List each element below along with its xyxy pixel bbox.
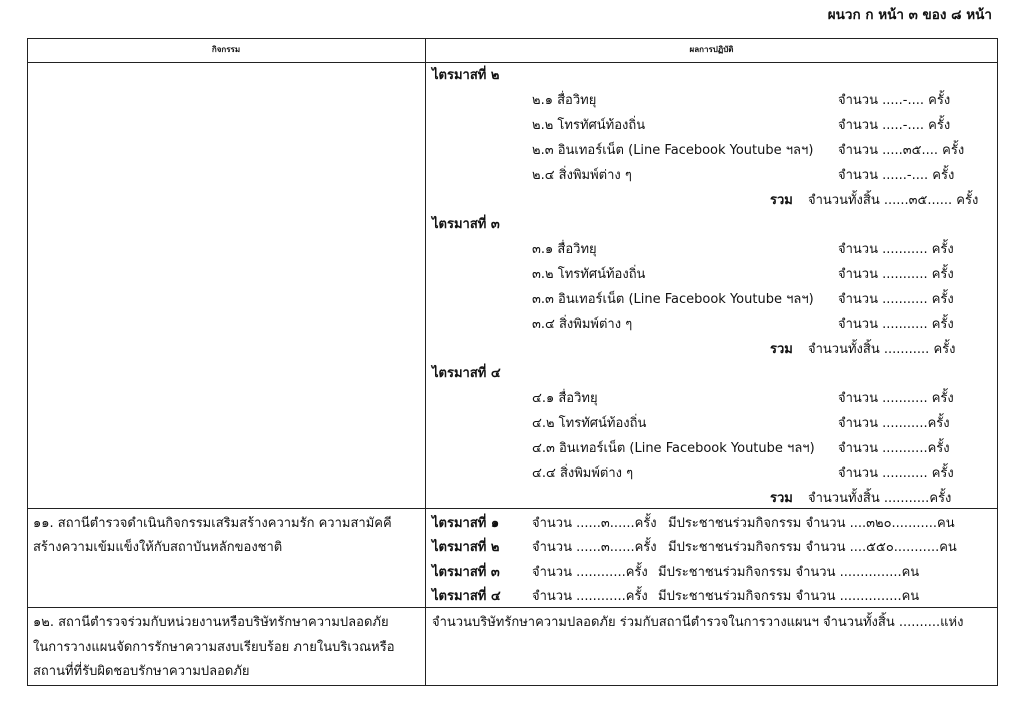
row11-activity-line1: ๑๑. สถานีตำรวจดำเนินกิจกรรมเสริมสร้างความรัก ความสามัคคี (33, 516, 392, 531)
channel-label: ๓.๓ อินเทอร์เน็ต (Line Facebook Youtube ฯลฯ) (532, 292, 814, 307)
page-note: ผนวก ก หน้า ๓ ของ ๘ หน้า (827, 7, 992, 23)
table-left-border (27, 38, 28, 686)
row11-quarter-count: จำนวน ............ครั้ง (532, 565, 648, 580)
header-result: ผลการปฏิบัติ (689, 45, 734, 54)
total-label: รวม (770, 193, 793, 208)
row11-quarter-people: มีประชาชนร่วมกิจกรรม จำนวน ...............คน (658, 589, 920, 604)
row11-quarter-title: ไตรมาสที่ ๑ (432, 516, 500, 531)
header-activity: กิจกรรม (211, 45, 241, 54)
channel-count: จำนวน ......-.... ครั้ง (838, 168, 955, 183)
channel-label: ๒.๒ โทรทัศน์ท้องถิ่น (532, 118, 646, 133)
channel-count: จำนวน ...........ครั้ง (838, 441, 950, 456)
table-bottom-border (27, 685, 998, 686)
channel-count: จำนวน ........... ครั้ง (838, 466, 954, 481)
channel-count: จำนวน ........... ครั้ง (838, 267, 954, 282)
channel-label: ๓.๑ สื่อวิทยุ (532, 242, 597, 257)
row11-quarter-title: ไตรมาสที่ ๒ (432, 540, 500, 555)
total-value: จำนวนทั้งสิ้น ........... ครั้ง (808, 342, 956, 357)
channel-count: จำนวน ...........ครั้ง (838, 416, 950, 431)
channel-label: ๔.๒ โทรทัศน์ท้องถิ่น (532, 416, 647, 431)
column-divider (425, 38, 426, 686)
channel-count: จำนวน .....-.... ครั้ง (838, 118, 951, 133)
row11-bottom-border (27, 607, 998, 608)
quarter-title: ไตรมาสที่ ๓ (432, 217, 500, 232)
total-label: รวม (770, 342, 793, 357)
row11-quarter-count: จำนวน ......๓......ครั้ง (532, 516, 657, 531)
channel-label: ๔.๓ อินเทอร์เน็ต (Line Facebook Youtube ฯลฯ) (532, 441, 815, 456)
row10-bottom-border (27, 508, 998, 509)
quarter-title: ไตรมาสที่ ๔ (432, 366, 501, 381)
row12-result: จำนวนบริษัทรักษาความปลอดภัย ร่วมกับสถานีตำรวจในการวางแผนฯ จำนวนทั้งสิ้น ..........แห่ง (432, 615, 964, 630)
table-top-border (27, 38, 998, 39)
row11-quarter-people: มีประชาชนร่วมกิจกรรม จำนวน ....๓๒๐...........คน (668, 516, 955, 531)
row12-activity-line1: ๑๒. สถานีตำรวจร่วมกับหน่วยงานหรือบริษัทรักษาความปลอดภัย (33, 615, 389, 630)
channel-label: ๔.๔ สิ่งพิมพ์ต่าง ๆ (532, 466, 634, 481)
row11-quarter-title: ไตรมาสที่ ๔ (432, 589, 501, 604)
total-value: จำนวนทั้งสิ้น ......๓๕...... ครั้ง (808, 193, 979, 208)
channel-count: จำนวน ........... ครั้ง (838, 391, 954, 406)
table-right-border (997, 38, 998, 686)
row12-activity-line3: สถานที่ที่รับผิดชอบรักษาความปลอดภัย (33, 664, 250, 679)
channel-count: จำนวน ........... ครั้ง (838, 242, 954, 257)
header-bottom-border (27, 62, 998, 63)
channel-label: ๒.๓ อินเทอร์เน็ต (Line Facebook Youtube ฯลฯ) (532, 143, 814, 158)
channel-label: ๒.๑ สื่อวิทยุ (532, 93, 597, 108)
row11-quarter-count: จำนวน ......๓......ครั้ง (532, 540, 657, 555)
channel-label: ๓.๔ สิ่งพิมพ์ต่าง ๆ (532, 317, 633, 332)
row11-activity-line2: สร้างความเข้มแข็งให้กับสถาบันหลักของชาติ (33, 540, 283, 555)
row11-quarter-title: ไตรมาสที่ ๓ (432, 565, 500, 580)
channel-count: จำนวน .....๓๕.... ครั้ง (838, 143, 965, 158)
total-value: จำนวนทั้งสิ้น ...........ครั้ง (808, 491, 952, 506)
channel-label: ๔.๑ สื่อวิทยุ (532, 391, 598, 406)
row11-quarter-people: มีประชาชนร่วมกิจกรรม จำนวน ....๕๕๐...........คน (668, 540, 957, 555)
channel-count: จำนวน ........... ครั้ง (838, 317, 954, 332)
total-label: รวม (770, 491, 793, 506)
channel-count: จำนวน ........... ครั้ง (838, 292, 954, 307)
quarter-title: ไตรมาสที่ ๒ (432, 68, 500, 83)
channel-count: จำนวน .....-.... ครั้ง (838, 93, 951, 108)
row12-activity-line2: ในการวางแผนจัดการรักษาความสงบเรียบร้อย ภายในบริเวณหรือ (33, 640, 395, 655)
channel-label: ๓.๒ โทรทัศน์ท้องถิ่น (532, 267, 646, 282)
channel-label: ๒.๔ สิ่งพิมพ์ต่าง ๆ (532, 168, 632, 183)
row11-quarter-count: จำนวน ............ครั้ง (532, 589, 648, 604)
row11-quarter-people: มีประชาชนร่วมกิจกรรม จำนวน ...............คน (658, 565, 920, 580)
